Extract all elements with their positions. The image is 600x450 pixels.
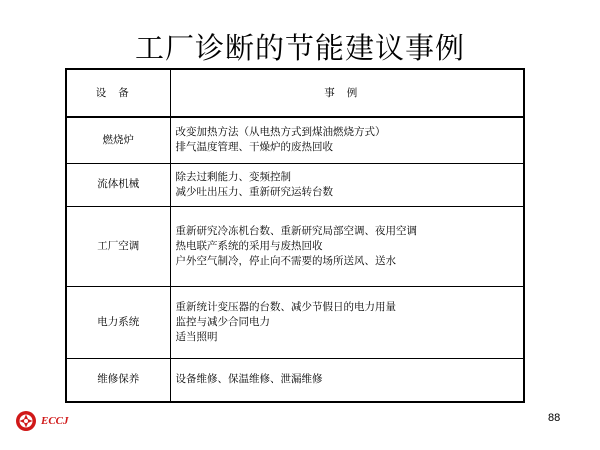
equipment-cell: 维修保养	[66, 358, 170, 402]
eccj-emblem-icon	[15, 410, 37, 432]
examples-cell	[170, 117, 524, 163]
page-title: 工厂诊断的节能建议事例	[134, 31, 465, 65]
examples-cell	[170, 358, 524, 402]
example-line: 排气温度管理、干燥炉的废热回收	[175, 141, 333, 154]
table-row	[66, 206, 524, 286]
example-line: 设备维修、保温维修、泄漏维修	[175, 373, 323, 386]
table-header-row	[66, 69, 524, 117]
example-line: 热电联产系统的采用与废热回收	[175, 239, 323, 252]
example-line: 监控与减少合同电力	[175, 315, 270, 328]
table-row	[66, 163, 524, 206]
example-line: 除去过剩能力、变频控制	[175, 170, 291, 183]
example-line: 重新统计变压器的台数、减少节假日的电力用量	[175, 300, 396, 313]
page-number: 88	[548, 412, 561, 424]
eccj-logo	[15, 410, 69, 432]
equipment-cell: 电力系统	[66, 286, 170, 358]
logo-text: ECCJ	[41, 415, 69, 427]
examples-cell	[170, 206, 524, 286]
table-row	[66, 117, 524, 163]
examples-cell	[170, 286, 524, 358]
header-examples: 事例	[170, 69, 524, 117]
example-line: 改变加热方法（从电热方式到煤油燃烧方式）	[175, 126, 386, 139]
energy-saving-table	[65, 68, 525, 403]
table-row	[66, 358, 524, 402]
equipment-cell: 流体机械	[66, 163, 170, 206]
example-line: 减少吐出压力、重新研究运转台数	[175, 185, 333, 198]
example-line: 适当照明	[175, 330, 218, 343]
example-line: 重新研究冷冻机台数、重新研究局部空调、夜用空调	[175, 224, 417, 237]
table-row	[66, 286, 524, 358]
equipment-cell: 工厂空调	[66, 206, 170, 286]
equipment-cell: 燃烧炉	[66, 117, 170, 163]
examples-cell	[170, 163, 524, 206]
example-line: 户外空气制冷，停止向不需要的场所送风、送水	[175, 254, 396, 267]
header-equipment: 设备	[66, 69, 170, 117]
